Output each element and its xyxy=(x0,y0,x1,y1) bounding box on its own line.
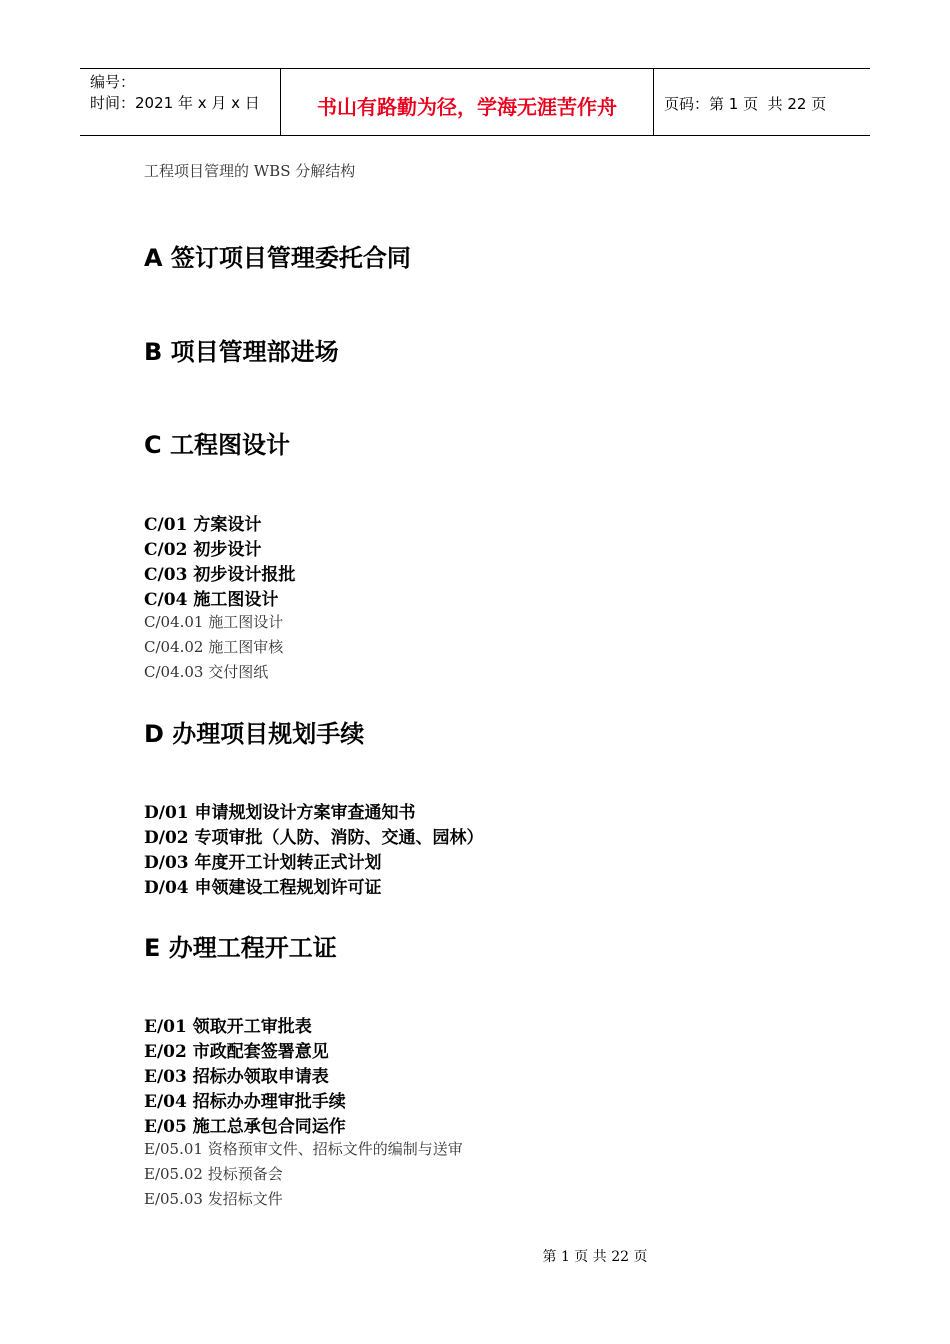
list-item-c0402: C/04.02 施工图审核 xyxy=(144,638,284,656)
list-item-d03: D/03 年度开工计划转正式计划 xyxy=(144,853,382,873)
list-item-e01: E/01 领取开工审批表 xyxy=(144,1017,312,1037)
section-c-heading: C 工程图设计 xyxy=(144,431,290,459)
list-item-e0501: E/05.01 资格预审文件、招标文件的编制与送审 xyxy=(144,1140,463,1158)
section-d-heading: D 办理项目规划手续 xyxy=(144,720,365,748)
list-item-e0502: E/05.02 投标预备会 xyxy=(144,1165,283,1183)
page-footer: 第 1 页 共 22 页 xyxy=(542,1249,648,1265)
list-item-c03: C/03 初步设计报批 xyxy=(144,565,296,585)
section-e-heading: E 办理工程开工证 xyxy=(144,934,337,962)
header-page-info: 页码：第 1 页 共 22 页 xyxy=(664,94,827,113)
list-item-c02: C/02 初步设计 xyxy=(144,540,262,560)
list-item-e04: E/04 招标办办理审批手续 xyxy=(144,1092,346,1112)
list-item-e05: E/05 施工总承包合同运作 xyxy=(144,1117,346,1137)
list-item-e03: E/03 招标办领取申请表 xyxy=(144,1067,329,1087)
header-meta xyxy=(80,69,281,135)
header-number-label: 编号： xyxy=(90,73,136,91)
header-time-label: 时间：2021 年 x 月 x 日 xyxy=(90,94,260,112)
list-item-d01: D/01 申请规划设计方案审查通知书 xyxy=(144,803,416,823)
list-item-d04: D/04 申领建设工程规划许可证 xyxy=(144,878,382,898)
list-item-c01: C/01 方案设计 xyxy=(144,515,262,535)
list-item-e02: E/02 市政配套签署意见 xyxy=(144,1042,329,1062)
page-header xyxy=(80,68,870,136)
list-item-e0503: E/05.03 发招标文件 xyxy=(144,1190,283,1208)
section-a-heading: A 签订项目管理委托合同 xyxy=(144,244,411,272)
list-item-c0403: C/04.03 交付图纸 xyxy=(144,663,269,681)
list-item-c04: C/04 施工图设计 xyxy=(144,590,279,610)
section-b-heading: B 项目管理部进场 xyxy=(144,338,339,366)
header-motto: 书山有路勤为径，学海无涯苦作舟 xyxy=(281,69,654,135)
document-title: 工程项目管理的 WBS 分解结构 xyxy=(144,162,356,180)
list-item-c0401: C/04.01 施工图设计 xyxy=(144,613,284,631)
list-item-d02: D/02 专项审批（人防、消防、交通、园林） xyxy=(144,828,484,848)
